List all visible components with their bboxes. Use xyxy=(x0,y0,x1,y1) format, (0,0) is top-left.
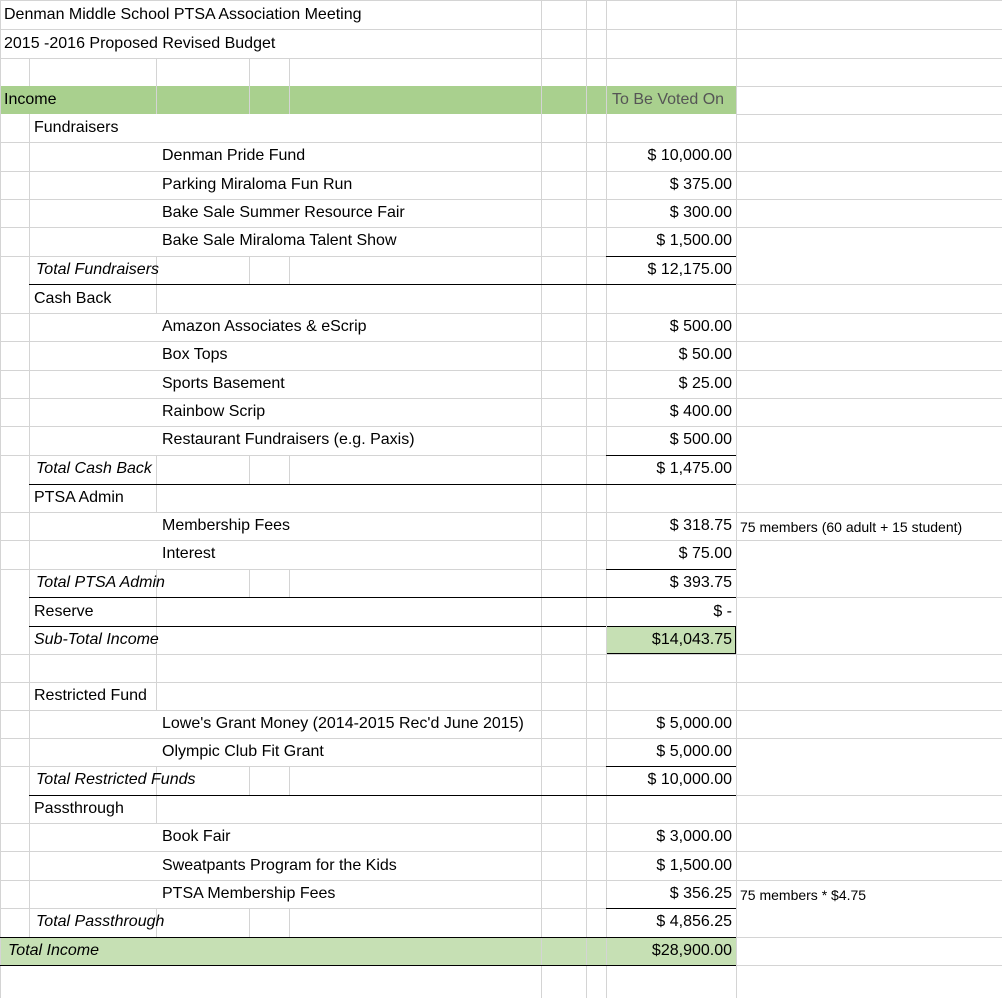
section-passthrough: Passthrough xyxy=(34,800,124,817)
total-fundraisers-label: Total Fundraisers xyxy=(36,261,160,278)
item-amount: $ 375.00 xyxy=(669,176,732,193)
item-name: Sports Basement xyxy=(162,375,285,392)
total-ptsa-admin-amount: $ 393.75 xyxy=(669,574,732,591)
section-cash-back: Cash Back xyxy=(34,290,112,307)
item-note: 75 members * $4.75 xyxy=(740,887,867,903)
item-name: Rainbow Scrip xyxy=(162,403,266,420)
total-restricted-amount: $ 10,000.00 xyxy=(647,771,732,788)
item-name: Membership Fees xyxy=(162,517,291,534)
item-name: PTSA Membership Fees xyxy=(162,885,336,902)
item-amount: $ 25.00 xyxy=(678,375,732,392)
subtotal-label: Sub-Total Income xyxy=(34,631,159,648)
reserve-amount: $ - xyxy=(713,603,732,620)
item-name: Olympic Club Fit Grant xyxy=(162,743,324,760)
total-income-amount: $28,900.00 xyxy=(651,942,732,959)
item-name: Lowe's Grant Money (2014-2015 Rec'd June 2015) xyxy=(162,715,524,732)
total-cash-back-label: Total Cash Back xyxy=(36,460,152,477)
item-name: Interest xyxy=(162,545,216,562)
total-ptsa-admin-label: Total PTSA Admin xyxy=(36,574,165,591)
column-header: To Be Voted On xyxy=(612,91,725,108)
item-amount: $ 318.75 xyxy=(669,517,732,534)
item-name: Restaurant Fundraisers (e.g. Paxis) xyxy=(162,431,415,448)
total-passthrough-amount: $ 4,856.25 xyxy=(656,913,732,930)
sheet-title: Denman Middle School PTSA Association Meeting xyxy=(4,6,362,23)
item-amount: $ 1,500.00 xyxy=(656,232,732,249)
item-amount: $ 1,500.00 xyxy=(656,857,732,874)
section-restricted-fund: Restricted Fund xyxy=(34,687,147,704)
item-amount: $ 3,000.00 xyxy=(656,828,732,845)
item-amount: $ 500.00 xyxy=(669,431,732,448)
item-name: Box Tops xyxy=(162,346,228,363)
item-amount: $ 5,000.00 xyxy=(656,743,732,760)
item-name: Book Fair xyxy=(162,828,231,845)
item-amount: $ 50.00 xyxy=(678,346,732,363)
total-income-label: Total Income xyxy=(8,942,100,959)
section-fundraisers: Fundraisers xyxy=(34,119,119,136)
total-fundraisers-amount: $ 12,175.00 xyxy=(647,261,732,278)
item-amount: $ 75.00 xyxy=(678,545,732,562)
item-name: Sweatpants Program for the Kids xyxy=(162,857,397,874)
item-note: 75 members (60 adult + 15 student) xyxy=(740,519,963,535)
subtotal-amount: $14,043.75 xyxy=(651,631,732,648)
reserve-label: Reserve xyxy=(34,603,94,620)
item-amount: $ 10,000.00 xyxy=(647,147,732,164)
item-name: Bake Sale Summer Resource Fair xyxy=(162,204,405,221)
item-amount: $ 300.00 xyxy=(669,204,732,221)
total-passthrough-label: Total Passthrough xyxy=(36,913,165,930)
item-name: Bake Sale Miraloma Talent Show xyxy=(162,232,397,249)
item-name: Amazon Associates & eScrip xyxy=(162,318,367,335)
item-amount: $ 5,000.00 xyxy=(656,715,732,732)
item-name: Denman Pride Fund xyxy=(162,147,306,164)
item-amount: $ 500.00 xyxy=(669,318,732,335)
total-restricted-label: Total Restricted Funds xyxy=(36,771,196,788)
sheet-subtitle: 2015 -2016 Proposed Revised Budget xyxy=(4,35,276,52)
item-amount: $ 356.25 xyxy=(669,885,732,902)
income-label: Income xyxy=(4,91,57,108)
item-amount: $ 400.00 xyxy=(669,403,732,420)
total-cash-back-amount: $ 1,475.00 xyxy=(656,460,732,477)
item-name: Parking Miraloma Fun Run xyxy=(162,176,353,193)
section-ptsa-admin: PTSA Admin xyxy=(34,489,124,506)
